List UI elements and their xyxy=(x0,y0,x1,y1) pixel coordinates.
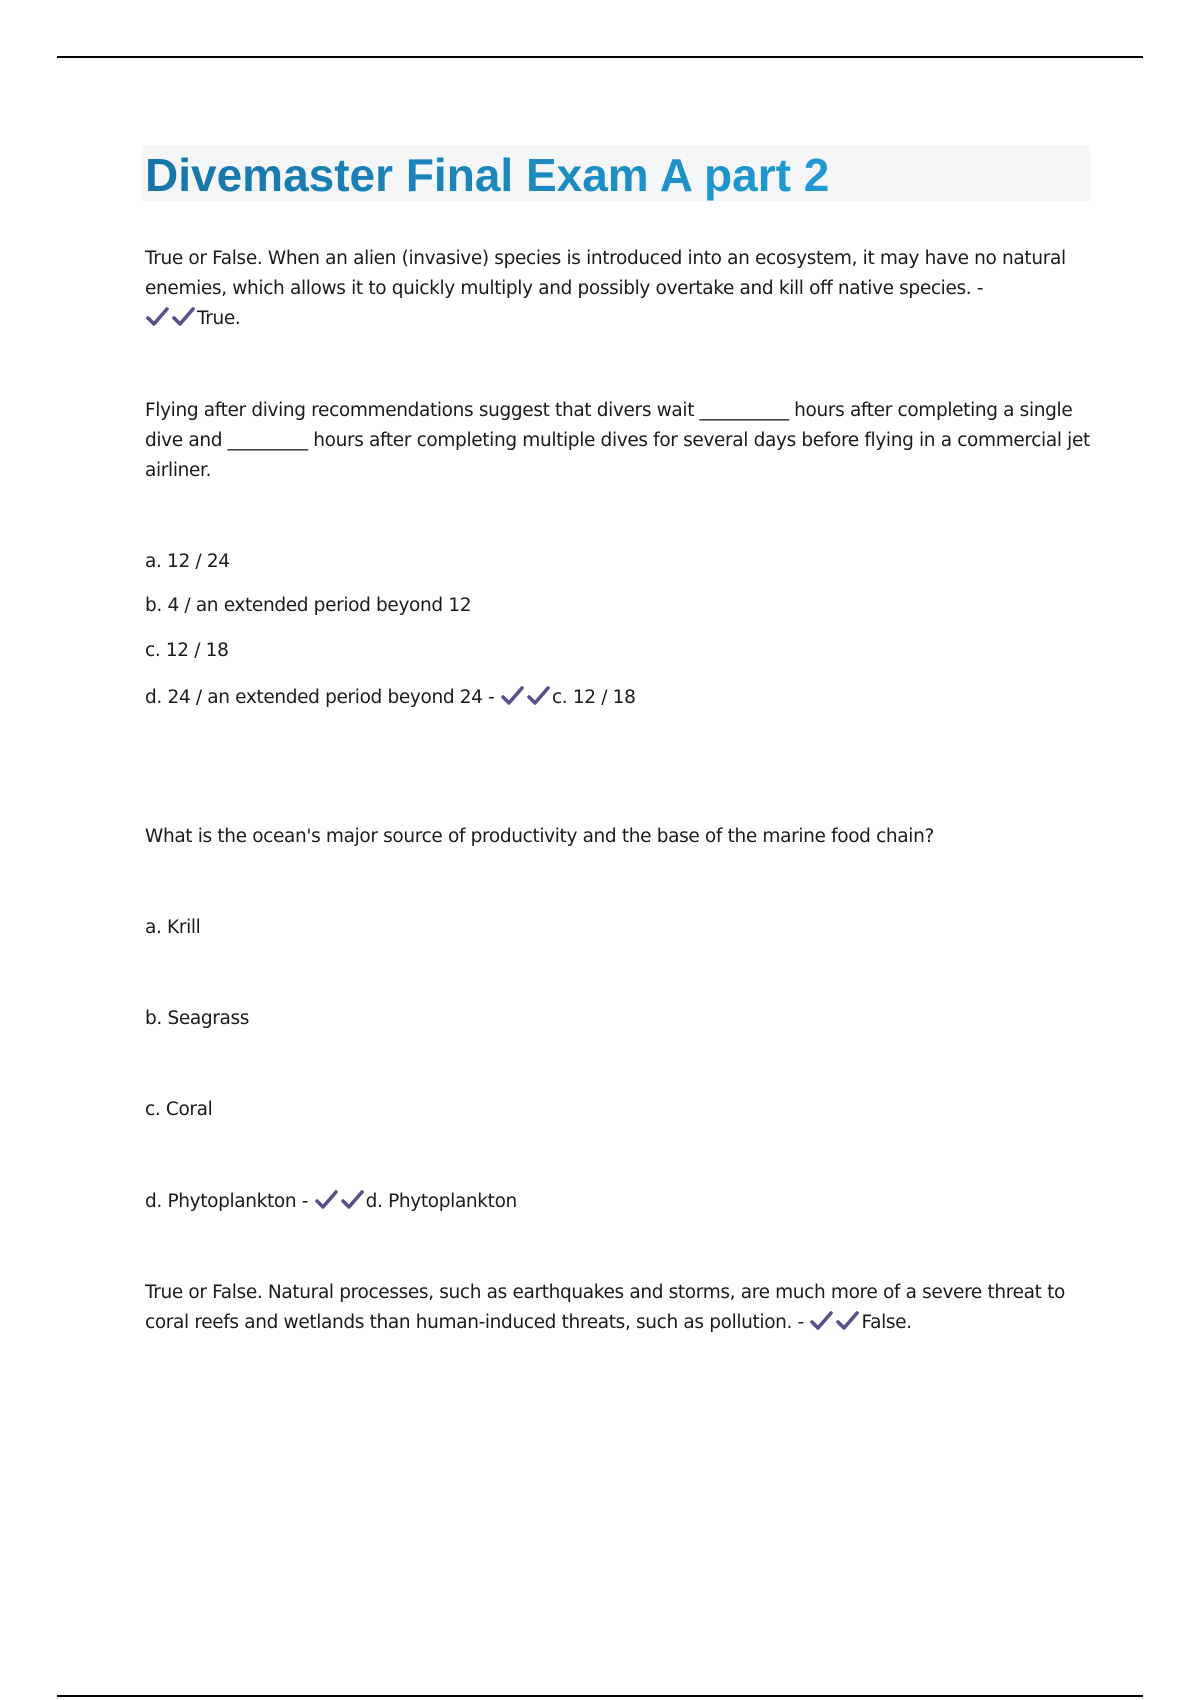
question-2-option-b: b. 4 / an extended period beyond 12 xyxy=(145,595,472,616)
double-checkmark-icon xyxy=(145,305,197,339)
question-1-text: True or False. When an alien (invasive) species is introduced into an ecosystem, it may have no natural enemies, which allows it to quickly multiply and possibly overtake and kill off native species. - xyxy=(145,248,1066,299)
double-checkmark-icon xyxy=(314,1188,366,1222)
question-2-text: Flying after diving recommendations suggest that divers wait __________ hours after completing a single dive and _________ hours after completing multiple dives for several days before flying in a commercial jet airliner. xyxy=(145,400,1090,481)
question-2-option-c: c. 12 / 18 xyxy=(145,640,229,661)
question-1 xyxy=(145,244,1105,339)
question-3-option-d-text: d. Phytoplankton - xyxy=(145,1191,309,1212)
double-checkmark-icon xyxy=(809,1309,861,1343)
page-title: Divemaster Final Exam A part 2 xyxy=(145,143,829,207)
double-checkmark-icon xyxy=(500,684,552,718)
question-2-option-d xyxy=(145,683,1105,718)
question-4-answer: False. xyxy=(861,1312,912,1333)
question-2-option-a: a. 12 / 24 xyxy=(145,551,230,572)
question-2-answer: c. 12 / 18 xyxy=(551,687,636,708)
question-3-text: What is the ocean's major source of productivity and the base of the marine food chain? xyxy=(145,826,934,847)
question-2-option-d-text: d. 24 / an extended period beyond 24 - xyxy=(145,687,495,708)
question-3-answer: d. Phytoplankton xyxy=(365,1191,517,1212)
top-rule xyxy=(57,56,1143,58)
question-4-text: True or False. Natural processes, such as earthquakes and storms, are much more of a severe threat to coral reefs and wetlands than human-induced threats, such as pollution. - xyxy=(145,1282,1065,1333)
question-3-option-c: c. Coral xyxy=(145,1099,213,1120)
question-3-option-b: b. Seagrass xyxy=(145,1008,250,1029)
question-3-option-a: a. Krill xyxy=(145,917,201,938)
question-1-answer: True. xyxy=(197,308,241,329)
question-3-option-d xyxy=(145,1187,1105,1222)
bottom-rule xyxy=(57,1695,1143,1697)
question-4 xyxy=(145,1278,1105,1343)
